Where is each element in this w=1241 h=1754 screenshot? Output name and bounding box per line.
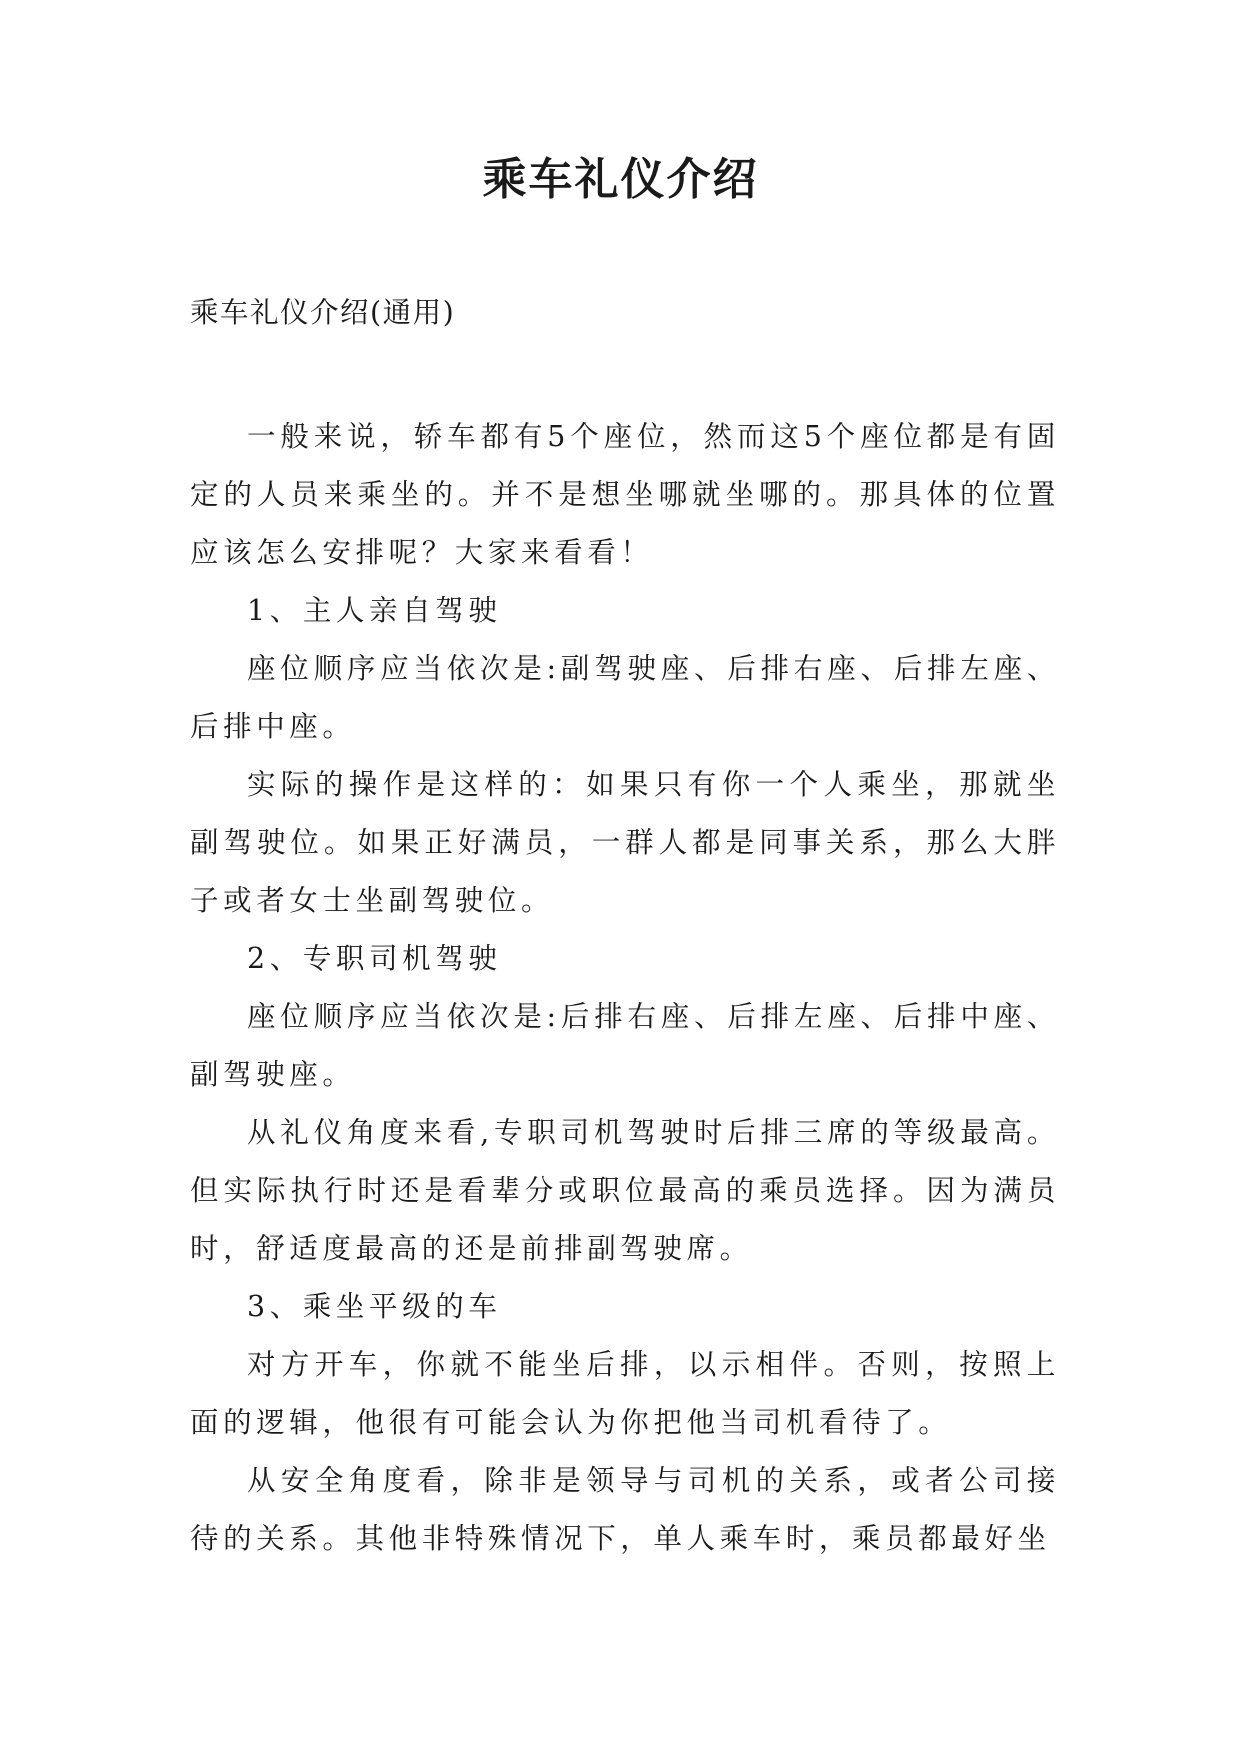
body-paragraph: 一般来说，轿车都有5个座位，然而这5个座位都是有固定的人员来乘坐的。并不是想坐哪就坐哪的。那具体的位置应该怎么安排呢？大家来看看！: [190, 420, 1060, 569]
body-paragraph: 座位顺序应当依次是:后排右座、后排左座、后排中座、副驾驶座。: [190, 1000, 1060, 1091]
document-title: 乘车礼仪介绍: [482, 154, 759, 205]
body-paragraph: 对方开车，你就不能坐后排，以示相伴。否则，按照上面的逻辑，他很有可能会认为你把他当司机看待了。: [190, 1348, 1060, 1439]
section-heading: 1、主人亲自驾驶: [247, 594, 502, 627]
body-paragraph: 座位顺序应当依次是:副驾驶座、后排右座、后排左座、后排中座。: [190, 652, 1060, 743]
section-heading: 3、乘坐平级的车: [247, 1290, 502, 1323]
body-paragraph: 从安全角度看，除非是领导与司机的关系，或者公司接待的关系。其他非特殊情况下，单人乘车时，乘员都最好坐: [190, 1464, 1060, 1555]
document-body: [190, 408, 1060, 1568]
body-paragraph: 从礼仪角度来看,专职司机驾驶时后排三席的等级最高。但实际执行时还是看辈分或职位最高的乘员选择。因为满员时，舒适度最高的还是前排副驾驶席。: [190, 1116, 1060, 1265]
body-paragraph: 实际的操作是这样的：如果只有你一个人乘坐，那就坐副驾驶位。如果正好满员，一群人都是同事关系，那么大胖子或者女士坐副驾驶位。: [190, 768, 1060, 917]
section-heading: 2、专职司机驾驶: [247, 942, 502, 975]
document-subtitle: 乘车礼仪介绍(通用): [190, 296, 456, 329]
